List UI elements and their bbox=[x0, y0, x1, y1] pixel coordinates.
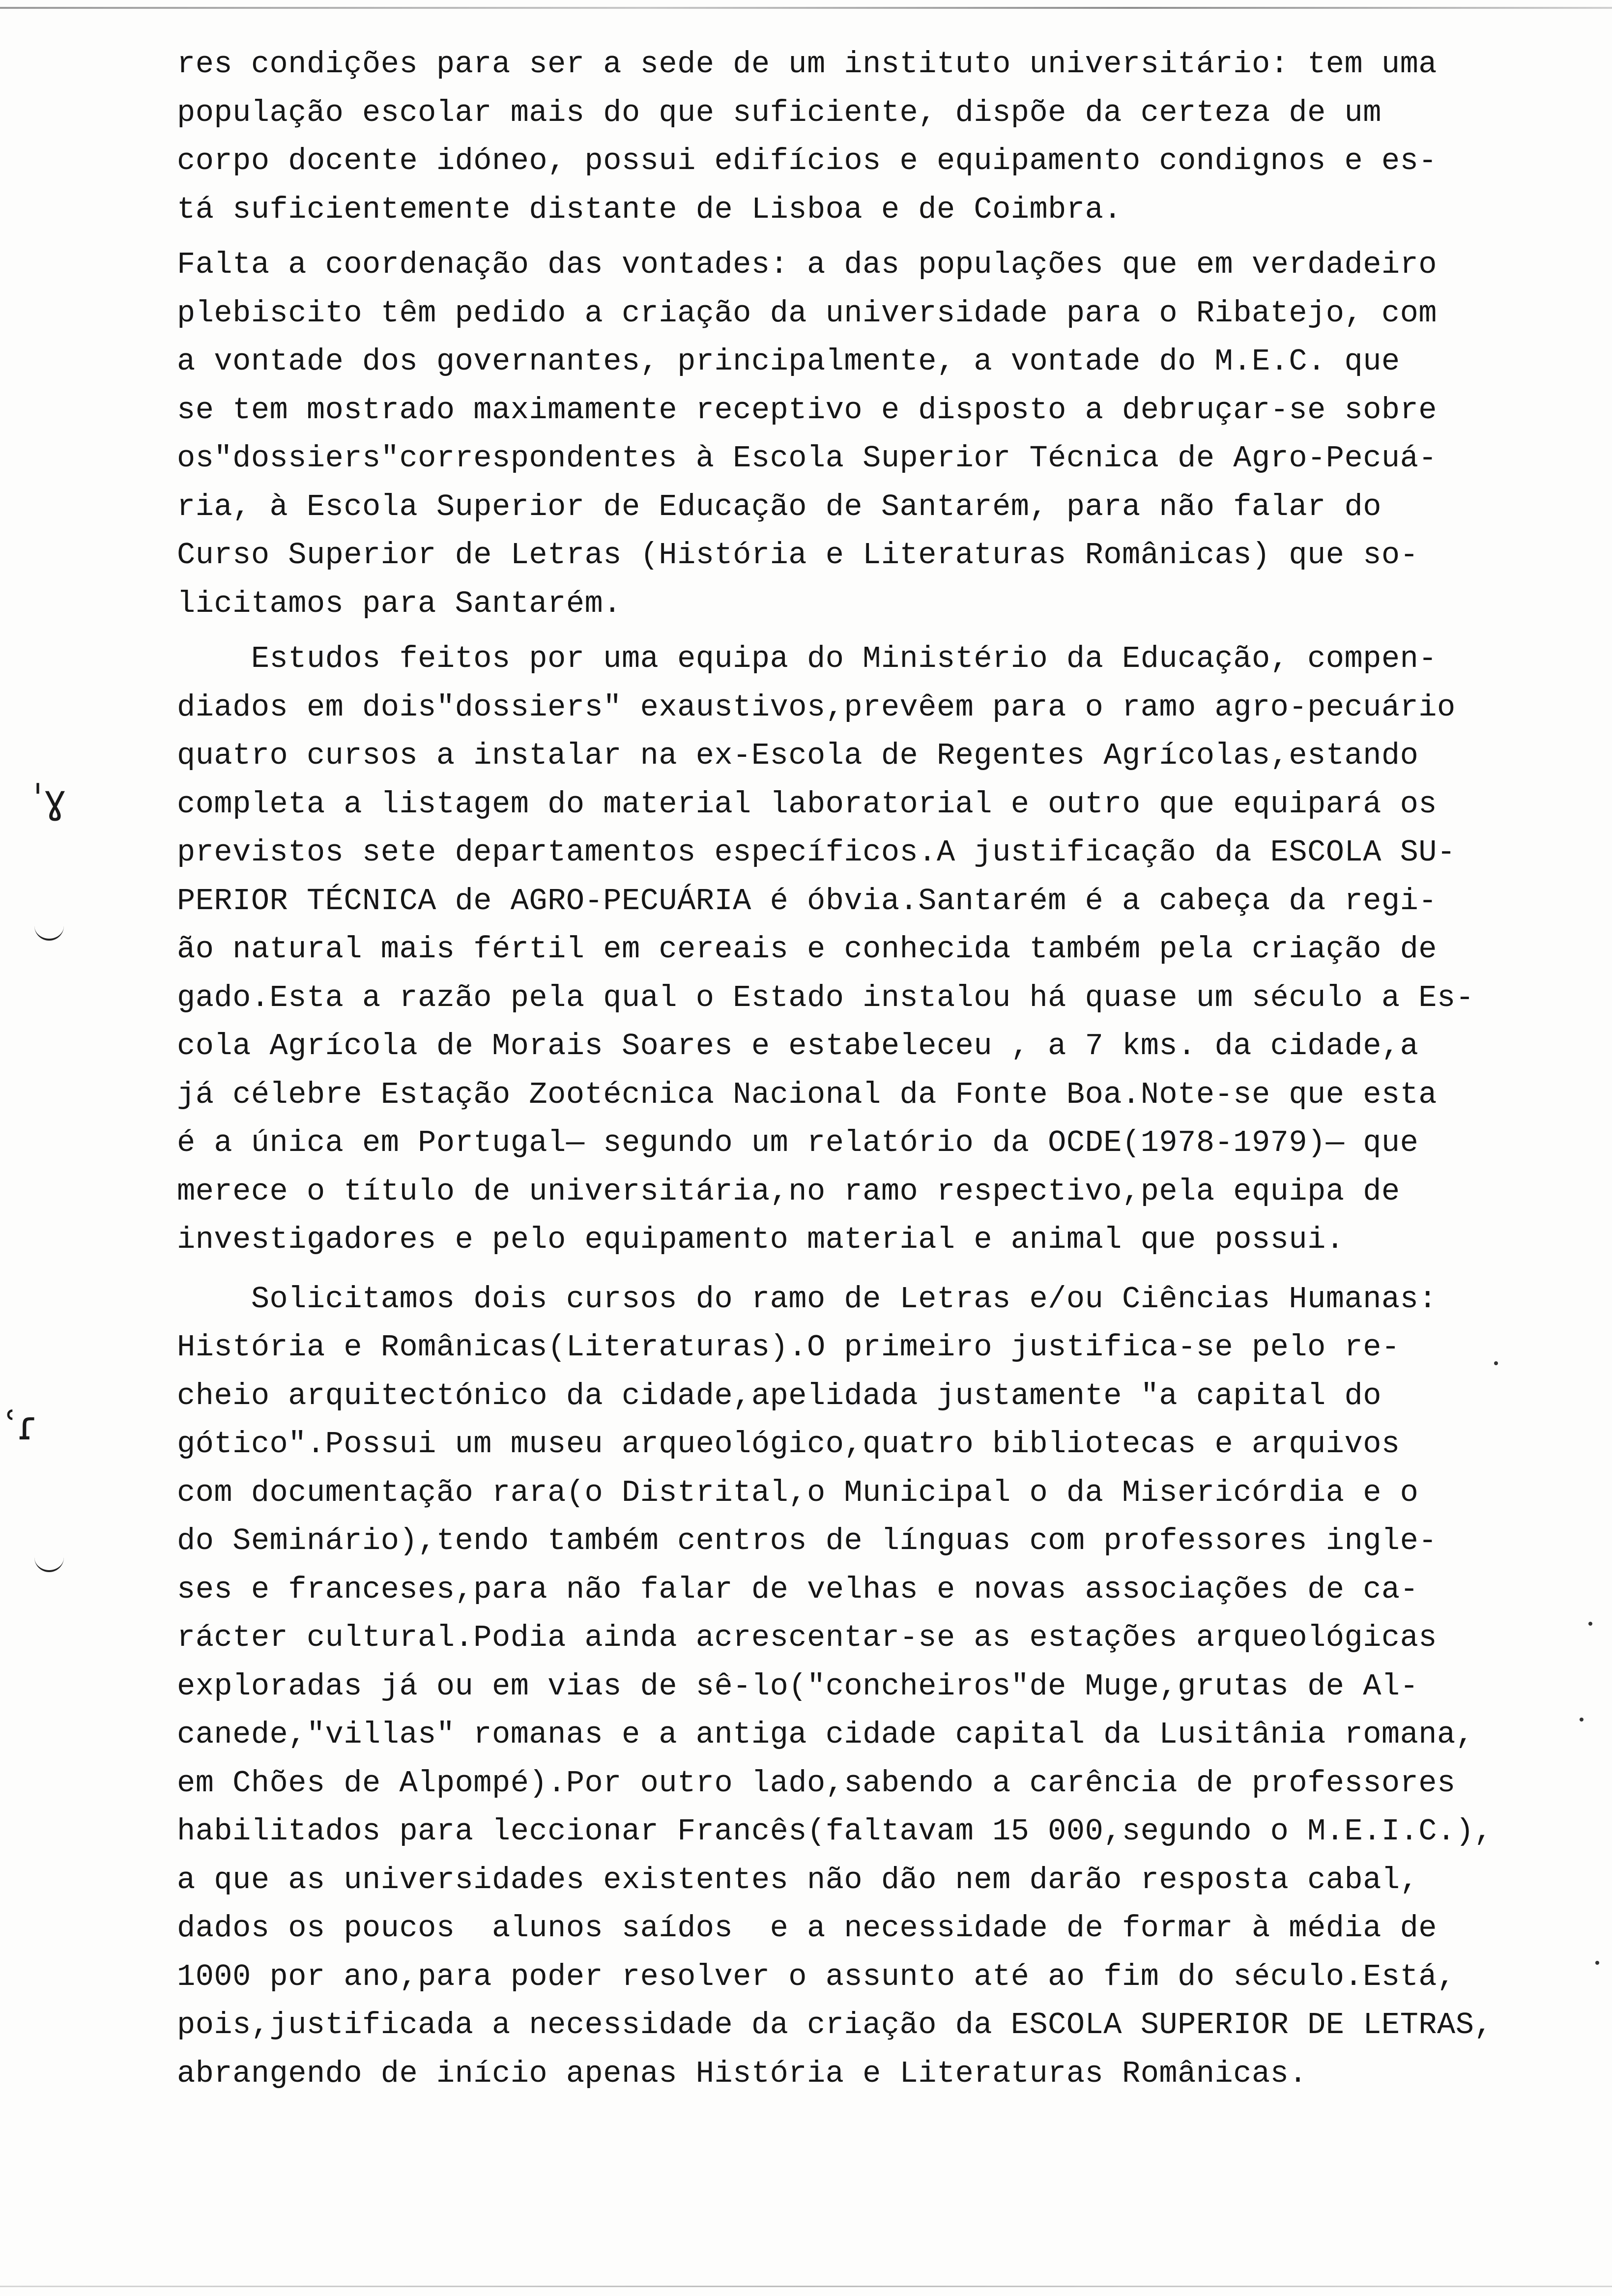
text-line: PERIOR TÉCNICA de AGRO-PECUÁRIA é óbvia.Santarém é a cabeça da regi- bbox=[177, 883, 1438, 918]
text-line: tá suficientemente distante de Lisboa e de Coimbra. bbox=[177, 192, 1123, 227]
text-line: população escolar mais do que suficiente, dispõe da certeza de um bbox=[177, 95, 1382, 130]
paragraph-4 bbox=[177, 1275, 1553, 2098]
text-line: Curso Superior de Letras (História e Literaturas Românicas) que so- bbox=[177, 538, 1419, 573]
text-line: dados os poucos alunos saídos e a necessidade de formar à média de bbox=[177, 1911, 1438, 1946]
text-line: canede,"villas" romanas e a antiga cidade capital da Lusitânia romana, bbox=[177, 1717, 1474, 1752]
text-line: é a única em Portugal— segundo um relatório da OCDE(1978-1979)— que bbox=[177, 1125, 1419, 1160]
text-line: a que as universidades existentes não dão nem darão resposta cabal, bbox=[177, 1862, 1419, 1897]
text-line: previstos sete departamentos específicos.A justificação da ESCOLA SU- bbox=[177, 835, 1456, 870]
text-line: História e Românicas(Literaturas).O primeiro justifica-se pelo re- bbox=[177, 1330, 1400, 1365]
text-line: em Chões de Alpompé).Por outro lado,sabendo a carência de professores bbox=[177, 1765, 1456, 1801]
bottom-rule bbox=[0, 2286, 1612, 2287]
text-line: plebiscito têm pedido a criação da universidade para o Ribatejo, com bbox=[177, 295, 1438, 331]
text-line: 1000 por ano,para poder resolver o assunto até ao fim do século.Está, bbox=[177, 1959, 1456, 1994]
text-line: habilitados para leccionar Francês(faltavam 15 000,segundo o M.E.I.C.), bbox=[177, 1814, 1493, 1849]
text-line: investigadores e pelo equipamento material e animal que possui. bbox=[177, 1222, 1345, 1257]
text-line: gado.Esta a razão pela qual o Estado instalou há quase um século a Es- bbox=[177, 980, 1474, 1015]
text-line: exploradas já ou em vias de sê-lo("concheiros"de Muge,grutas de Al- bbox=[177, 1668, 1419, 1704]
text-line: Falta a coordenação das vontades: a das populações que em verdadeiro bbox=[177, 247, 1438, 282]
margin-arc bbox=[34, 924, 64, 941]
text-line: os"dossiers"correspondentes à Escola Superior Técnica de Agro-Pecuá- bbox=[177, 441, 1438, 476]
text-line: ria, à Escola Superior de Educação de Santarém, para não falar do bbox=[177, 489, 1382, 524]
text-line: quatro cursos a instalar na ex-Escola de Regentes Agrícolas,estando bbox=[177, 738, 1419, 773]
text-line: abrangendo de início apenas História e Literaturas Românicas. bbox=[177, 2056, 1308, 2091]
text-line: pois,justificada a necessidade da criação da ESCOLA SUPERIOR DE LETRAS, bbox=[177, 2008, 1493, 2042]
margin-dot bbox=[1580, 1718, 1583, 1722]
text-line: completa a listagem do material laboratorial e outro que equipará os bbox=[177, 786, 1438, 822]
text-line: diados em dois"dossiers" exaustivos,prevêem para o ramo agro-pecuário bbox=[177, 689, 1456, 725]
text-line: ses e franceses,para não falar de velhas e novas associações de ca- bbox=[177, 1572, 1419, 1607]
margin-mark: ʿɾ bbox=[5, 1403, 38, 1449]
text-line: se tem mostrado maximamente receptivo e disposto a debruçar-se sobre bbox=[177, 392, 1438, 428]
text-line: com documentação rara(o Distrital,o Municipal o da Misericórdia e o bbox=[177, 1475, 1419, 1510]
text-line: Solicitamos dois cursos do ramo de Letras e/ou Ciências Humanas: bbox=[177, 1281, 1438, 1317]
paragraph-3 bbox=[177, 635, 1553, 1264]
text-line: merece o título de universitária,no ramo respectivo,pela equipa de bbox=[177, 1174, 1400, 1209]
text-line: a vontade dos governantes, principalmente, a vontade do M.E.C. que bbox=[177, 344, 1400, 379]
margin-dot bbox=[1595, 1961, 1599, 1965]
text-line: rácter cultural.Podia ainda acrescentar-se as estações arqueológicas bbox=[177, 1620, 1438, 1655]
margin-mark: ˈɣ bbox=[32, 776, 67, 822]
text-line: res condições para ser a sede de um instituto universitário: tem uma bbox=[177, 47, 1438, 82]
paragraph-1 bbox=[177, 40, 1553, 234]
body-text bbox=[177, 40, 1553, 2098]
paragraph-2 bbox=[177, 241, 1553, 628]
text-line: do Seminário),tendo também centros de línguas com professores ingle- bbox=[177, 1523, 1438, 1558]
top-rule bbox=[0, 7, 1612, 9]
text-line: já célebre Estação Zootécnica Nacional da Fonte Boa.Note-se que esta bbox=[177, 1077, 1438, 1112]
text-line: gótico".Possui um museu arqueológico,quatro bibliotecas e arquivos bbox=[177, 1427, 1400, 1462]
text-line: corpo docente idóneo, possui edifícios e equipamento condignos e es- bbox=[177, 144, 1438, 178]
text-line: cola Agrícola de Morais Soares e estabeleceu , a 7 kms. da cidade,a bbox=[177, 1029, 1419, 1063]
text-line: cheio arquitectónico da cidade,apelidada justamente "a capital do bbox=[177, 1378, 1382, 1413]
text-line: ão natural mais fértil em cereais e conhecida também pela criação de bbox=[177, 932, 1438, 967]
text-line: licitamos para Santarém. bbox=[177, 586, 622, 621]
text-line: Estudos feitos por uma equipa do Ministério da Educação, compen- bbox=[177, 641, 1438, 676]
margin-arc bbox=[34, 1555, 64, 1572]
margin-dot bbox=[1588, 1622, 1592, 1626]
